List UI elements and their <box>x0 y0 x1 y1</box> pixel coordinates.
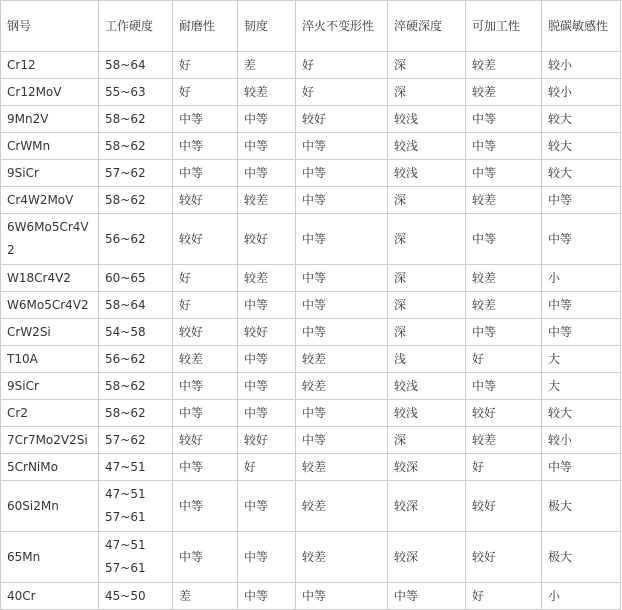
cell-distortion: 中等 <box>296 187 388 214</box>
cell-toughness: 中等 <box>238 583 296 610</box>
cell-decarb: 较大 <box>542 400 621 427</box>
cell-depth: 较浅 <box>388 160 466 187</box>
table-row <box>1 583 621 610</box>
cell-distortion: 较差 <box>296 481 388 532</box>
cell-toughness: 好 <box>238 454 296 481</box>
cell-machinability: 中等 <box>466 319 542 346</box>
hardness-value: 45~50 <box>105 588 146 603</box>
table-row <box>1 79 621 106</box>
cell-distortion: 中等 <box>296 400 388 427</box>
hardness-value: 58~62 <box>105 138 146 153</box>
cell-grade: 9Mn2V <box>1 106 99 133</box>
cell-decarb: 中等 <box>542 319 621 346</box>
cell-distortion: 中等 <box>296 265 388 292</box>
cell-decarb: 大 <box>542 346 621 373</box>
cell-wear: 中等 <box>173 133 238 160</box>
cell-machinability: 中等 <box>466 106 542 133</box>
cell-toughness: 差 <box>238 52 296 79</box>
cell-depth: 较浅 <box>388 400 466 427</box>
hardness-value: 47~51 <box>105 487 146 501</box>
hardness-value: 57~62 <box>105 432 146 447</box>
cell-decarb: 较小 <box>542 79 621 106</box>
cell-machinability: 好 <box>466 454 542 481</box>
table-row <box>1 160 621 187</box>
cell-machinability: 较差 <box>466 79 542 106</box>
cell-hardness <box>99 373 173 400</box>
cell-wear: 中等 <box>173 400 238 427</box>
cell-decarb: 较大 <box>542 133 621 160</box>
cell-decarb: 中等 <box>542 454 621 481</box>
cell-depth: 深 <box>388 319 466 346</box>
cell-hardness <box>99 214 173 265</box>
cell-hardness <box>99 106 173 133</box>
cell-toughness: 较好 <box>238 214 296 265</box>
cell-decarb: 较大 <box>542 106 621 133</box>
cell-grade: Cr12 <box>1 52 99 79</box>
cell-wear: 中等 <box>173 373 238 400</box>
cell-wear: 中等 <box>173 454 238 481</box>
cell-toughness: 中等 <box>238 400 296 427</box>
cell-toughness: 中等 <box>238 346 296 373</box>
cell-hardness <box>99 532 173 583</box>
cell-toughness: 中等 <box>238 532 296 583</box>
cell-grade: W18Cr4V2 <box>1 265 99 292</box>
hardness-value: 58~62 <box>105 405 146 420</box>
cell-decarb: 小 <box>542 583 621 610</box>
cell-wear: 好 <box>173 52 238 79</box>
cell-grade: Cr2 <box>1 400 99 427</box>
cell-hardness <box>99 52 173 79</box>
cell-wear: 较好 <box>173 214 238 265</box>
cell-machinability: 好 <box>466 346 542 373</box>
cell-machinability: 较差 <box>466 427 542 454</box>
cell-distortion: 较差 <box>296 373 388 400</box>
hardness-value: 56~62 <box>105 231 146 246</box>
cell-decarb: 极大 <box>542 532 621 583</box>
table-row <box>1 481 621 532</box>
cell-hardness <box>99 133 173 160</box>
cell-decarb: 中等 <box>542 214 621 265</box>
hardness-value: 58~62 <box>105 111 146 126</box>
cell-grade: Cr4W2MoV <box>1 187 99 214</box>
cell-grade: 65Mn <box>1 532 99 583</box>
hardness-value: 58~62 <box>105 378 146 393</box>
cell-depth: 深 <box>388 187 466 214</box>
cell-grade: Cr12MoV <box>1 79 99 106</box>
cell-machinability: 较差 <box>466 292 542 319</box>
cell-wear: 好 <box>173 265 238 292</box>
cell-wear: 好 <box>173 292 238 319</box>
cell-distortion: 较差 <box>296 454 388 481</box>
table-row <box>1 400 621 427</box>
cell-machinability: 中等 <box>466 373 542 400</box>
table-header-row <box>1 1 621 52</box>
hardness-value: 57~61 <box>105 510 146 524</box>
table-row <box>1 187 621 214</box>
table-row <box>1 265 621 292</box>
cell-depth: 深 <box>388 214 466 265</box>
cell-toughness: 较差 <box>238 265 296 292</box>
cell-distortion: 好 <box>296 79 388 106</box>
cell-distortion: 中等 <box>296 319 388 346</box>
table-row <box>1 454 621 481</box>
header-cell-wear: 耐磨性 <box>173 1 238 52</box>
cell-hardness <box>99 481 173 532</box>
table-row <box>1 346 621 373</box>
cell-grade: 40Cr <box>1 583 99 610</box>
cell-machinability: 较差 <box>466 52 542 79</box>
cell-distortion: 中等 <box>296 292 388 319</box>
hardness-value: 57~61 <box>105 561 146 575</box>
table-row <box>1 292 621 319</box>
cell-decarb: 中等 <box>542 187 621 214</box>
cell-depth: 深 <box>388 427 466 454</box>
header-cell-grade: 钢号 <box>1 1 99 52</box>
cell-hardness <box>99 427 173 454</box>
table-row <box>1 532 621 583</box>
cell-wear: 较好 <box>173 187 238 214</box>
cell-machinability: 较好 <box>466 400 542 427</box>
cell-depth: 浅 <box>388 346 466 373</box>
cell-distortion: 中等 <box>296 214 388 265</box>
cell-depth: 深 <box>388 265 466 292</box>
cell-decarb: 中等 <box>542 292 621 319</box>
cell-decarb: 大 <box>542 373 621 400</box>
cell-hardness <box>99 160 173 187</box>
cell-toughness: 中等 <box>238 481 296 532</box>
table-row <box>1 133 621 160</box>
cell-depth: 中等 <box>388 583 466 610</box>
header-cell-toughness: 韧度 <box>238 1 296 52</box>
cell-toughness: 中等 <box>238 292 296 319</box>
cell-decarb: 极大 <box>542 481 621 532</box>
table-body <box>1 52 621 610</box>
cell-grade: 9SiCr <box>1 373 99 400</box>
cell-decarb: 小 <box>542 265 621 292</box>
hardness-value: 58~62 <box>105 192 146 207</box>
table-row <box>1 427 621 454</box>
cell-toughness: 较差 <box>238 79 296 106</box>
cell-toughness: 中等 <box>238 373 296 400</box>
cell-decarb: 较小 <box>542 52 621 79</box>
cell-grade: CrW2Si <box>1 319 99 346</box>
cell-machinability: 好 <box>466 583 542 610</box>
hardness-value: 54~58 <box>105 324 146 339</box>
hardness-value: 55~63 <box>105 84 146 99</box>
hardness-value: 47~51 <box>105 459 146 474</box>
cell-distortion: 中等 <box>296 427 388 454</box>
header-cell-machinability: 可加工性 <box>466 1 542 52</box>
cell-distortion: 中等 <box>296 160 388 187</box>
hardness-value: 47~51 <box>105 538 146 552</box>
cell-machinability: 中等 <box>466 133 542 160</box>
cell-grade: 5CrNiMo <box>1 454 99 481</box>
cell-wear: 中等 <box>173 106 238 133</box>
cell-toughness: 较差 <box>238 187 296 214</box>
header-cell-hardness: 工作硬度 <box>99 1 173 52</box>
cell-toughness: 中等 <box>238 160 296 187</box>
cell-distortion: 较差 <box>296 346 388 373</box>
cell-depth: 深 <box>388 52 466 79</box>
header-cell-decarb: 脱碳敏感性 <box>542 1 621 52</box>
cell-depth: 深 <box>388 79 466 106</box>
cell-distortion: 较差 <box>296 532 388 583</box>
cell-depth: 深 <box>388 292 466 319</box>
cell-grade: 60Si2Mn <box>1 481 99 532</box>
cell-toughness: 较好 <box>238 319 296 346</box>
cell-grade: W6Mo5Cr4V2 <box>1 292 99 319</box>
cell-wear: 较好 <box>173 319 238 346</box>
hardness-value: 58~64 <box>105 297 146 312</box>
cell-hardness <box>99 346 173 373</box>
cell-decarb: 较小 <box>542 427 621 454</box>
cell-wear: 好 <box>173 79 238 106</box>
cell-machinability: 较好 <box>466 481 542 532</box>
cell-hardness <box>99 400 173 427</box>
hardness-value: 57~62 <box>105 165 146 180</box>
table-row <box>1 106 621 133</box>
cell-decarb: 较大 <box>542 160 621 187</box>
cell-wear: 差 <box>173 583 238 610</box>
cell-grade: CrWMn <box>1 133 99 160</box>
cell-wear: 中等 <box>173 481 238 532</box>
cell-distortion: 中等 <box>296 583 388 610</box>
cell-toughness: 较好 <box>238 427 296 454</box>
hardness-value: 58~64 <box>105 57 146 72</box>
hardness-value: 60~65 <box>105 270 146 285</box>
cell-hardness <box>99 79 173 106</box>
cell-toughness: 中等 <box>238 133 296 160</box>
cell-depth: 较深 <box>388 481 466 532</box>
cell-depth: 较深 <box>388 532 466 583</box>
cell-wear: 较好 <box>173 427 238 454</box>
cell-grade: 9SiCr <box>1 160 99 187</box>
header-cell-distortion: 淬火不变形性 <box>296 1 388 52</box>
cell-hardness <box>99 265 173 292</box>
cell-hardness <box>99 292 173 319</box>
cell-hardness <box>99 583 173 610</box>
cell-depth: 较浅 <box>388 106 466 133</box>
cell-distortion: 中等 <box>296 133 388 160</box>
table-row <box>1 319 621 346</box>
cell-hardness <box>99 319 173 346</box>
cell-depth: 较浅 <box>388 373 466 400</box>
table-row <box>1 52 621 79</box>
cell-machinability: 较差 <box>466 265 542 292</box>
cell-wear: 中等 <box>173 532 238 583</box>
cell-grade: T10A <box>1 346 99 373</box>
cell-distortion: 好 <box>296 52 388 79</box>
cell-hardness <box>99 454 173 481</box>
cell-depth: 较深 <box>388 454 466 481</box>
cell-hardness <box>99 187 173 214</box>
cell-wear: 较差 <box>173 346 238 373</box>
cell-grade: 7Cr7Mo2V2Si <box>1 427 99 454</box>
cell-distortion: 较好 <box>296 106 388 133</box>
header-cell-depth: 淬硬深度 <box>388 1 466 52</box>
cell-grade: 6W6Mo5Cr4V2 <box>1 214 99 265</box>
cell-machinability: 较差 <box>466 187 542 214</box>
cell-machinability: 中等 <box>466 160 542 187</box>
cell-depth: 较浅 <box>388 133 466 160</box>
cell-wear: 中等 <box>173 160 238 187</box>
table-row <box>1 373 621 400</box>
cell-toughness: 中等 <box>238 106 296 133</box>
cell-machinability: 较好 <box>466 532 542 583</box>
cell-machinability: 中等 <box>466 214 542 265</box>
hardness-value: 56~62 <box>105 351 146 366</box>
table-row <box>1 214 621 265</box>
